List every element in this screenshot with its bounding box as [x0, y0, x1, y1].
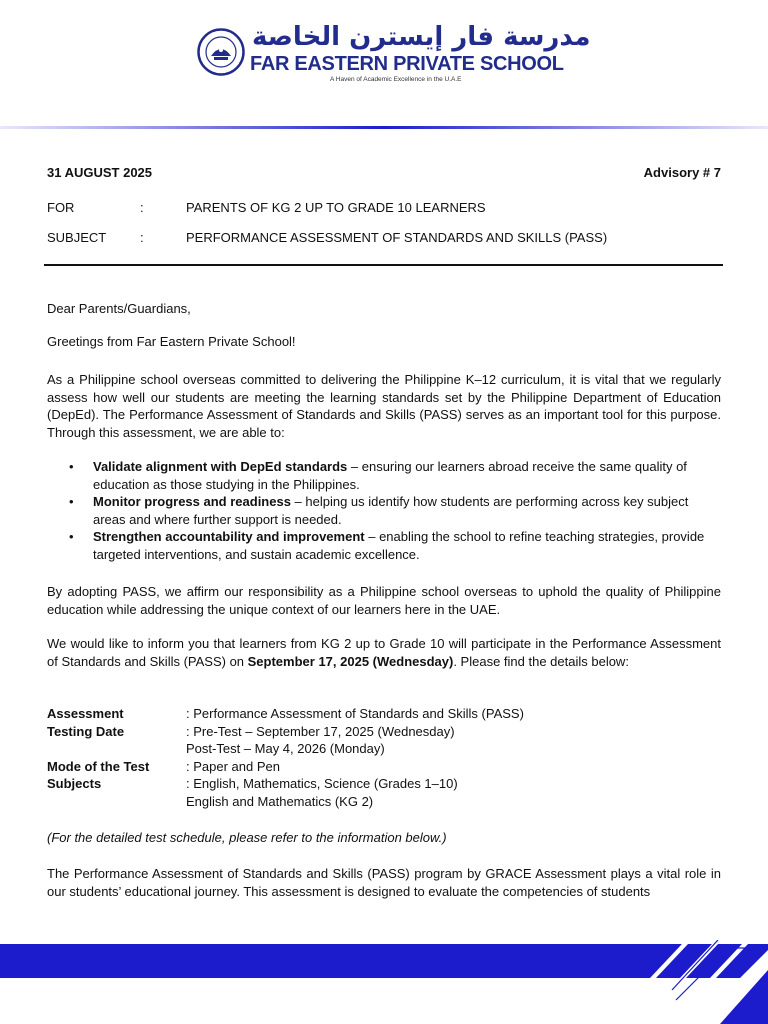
list-item	[47, 528, 721, 563]
intro-paragraph: As a Philippine school overseas committed to delivering the Philippine K–12 curriculum, it is vital that we regularly assess how well our students are meeting the learning standards set by the Philippine Department of Education (DepEd). The Performance Assessment of Standards and Skills (PASS) serves as an important tool for this purpose. Through this assessment, we are able to:	[47, 372, 721, 440]
bullet-heading: Validate alignment with DepEd standards	[93, 459, 348, 474]
bullet-text: – helping us identify how students are performing across key subject areas and where further support is needed.	[93, 494, 689, 527]
header-divider	[0, 126, 768, 129]
advisory-number: Advisory # 7	[643, 165, 721, 180]
memo-divider	[44, 264, 723, 266]
assessment-label: Assessment	[47, 706, 124, 721]
memo-date: 31 AUGUST 2025	[47, 165, 153, 180]
subject-value: PERFORMANCE ASSESSMENT OF STANDARDS AND SKILLS (PASS)	[186, 230, 608, 245]
bullet-text: – ensuring our learners abroad receive the same quality of education as those studying in the Philippines.	[93, 459, 687, 492]
test-date-highlight: September 17, 2025 (Wednesday)	[247, 653, 454, 669]
greeting: Greetings from Far Eastern Private School!	[47, 334, 296, 349]
for-colon: :	[140, 200, 144, 215]
adopting-paragraph: By adopting PASS, we affirm our responsibility as a Philippine school overseas to uphold the quality of Philippine education while addressing the unique context of our learners here in the UAE.	[47, 584, 721, 617]
bullet-heading: Monitor progress and readiness	[93, 494, 291, 509]
bullet-icon: •	[69, 529, 74, 544]
pre-test-date: : Pre-Test – September 17, 2025 (Wednesday)	[186, 723, 455, 739]
school-name: FAR EASTERN PRIVATE SCHOOL	[250, 53, 564, 75]
mode-label: Mode of the Test	[47, 758, 150, 774]
closing-paragraph: The Performance Assessment of Standards and Skills (PASS) program by GRACE Assessment plays a vital role in our students’ educational journey. This assessment is designed to evaluate the competencies of students	[47, 866, 721, 899]
list-item	[47, 458, 721, 493]
detail-row-subjects-kg	[47, 793, 721, 811]
detail-row-post-test	[47, 740, 721, 758]
school-tagline: A Haven of Academic Excellence in the U.A.E	[330, 76, 462, 83]
inform-text: We would like to inform you that learners from KG 2 up to Grade 10 will participate in the Performance Assessment of Standards and Skills (PASS) on	[47, 636, 721, 669]
bullet-text: – enabling the school to refine teaching strategies, provide targeted interventions, and sustain academic excellence.	[93, 529, 705, 562]
school-seal-logo	[197, 28, 245, 76]
schedule-note: (For the detailed test schedule, please refer to the information below.)	[47, 830, 447, 845]
bullet-icon: •	[69, 494, 74, 509]
detail-row-testing-date	[47, 723, 721, 741]
footer-band	[0, 940, 768, 1024]
salutation: Dear Parents/Guardians,	[47, 301, 191, 316]
assessment-value: : Performance Assessment of Standards and Skills (PASS)	[186, 706, 524, 721]
assessment-details	[47, 705, 721, 810]
for-label: FOR	[47, 200, 75, 215]
testing-date-label: Testing Date	[47, 723, 125, 739]
list-item	[47, 493, 721, 528]
subjects-value: : English, Mathematics, Science (Grades 1–10)	[186, 776, 458, 791]
post-test-date: Post-Test – May 4, 2026 (Monday)	[186, 741, 385, 756]
inform-paragraph	[47, 635, 721, 670]
bullet-icon: •	[69, 459, 74, 474]
mode-value: : Paper and Pen	[186, 758, 280, 774]
detail-row-mode	[47, 758, 721, 776]
bullet-heading: Strengthen accountability and improvement	[93, 529, 365, 544]
subject-colon: :	[140, 230, 144, 245]
for-value: PARENTS OF KG 2 UP TO GRADE 10 LEARNERS	[186, 200, 486, 215]
detail-row-assessment	[47, 705, 721, 723]
benefits-list	[47, 458, 721, 563]
subjects-value-kg: English and Mathematics (KG 2)	[186, 793, 374, 809]
subject-label: SUBJECT	[47, 230, 107, 245]
subjects-label: Subjects	[47, 776, 102, 791]
detail-row-subjects	[47, 775, 721, 793]
school-name-arabic: مدرسة فار إيسترن الخاصة	[252, 22, 591, 52]
inform-text-end: . Please find the details below:	[453, 653, 629, 669]
